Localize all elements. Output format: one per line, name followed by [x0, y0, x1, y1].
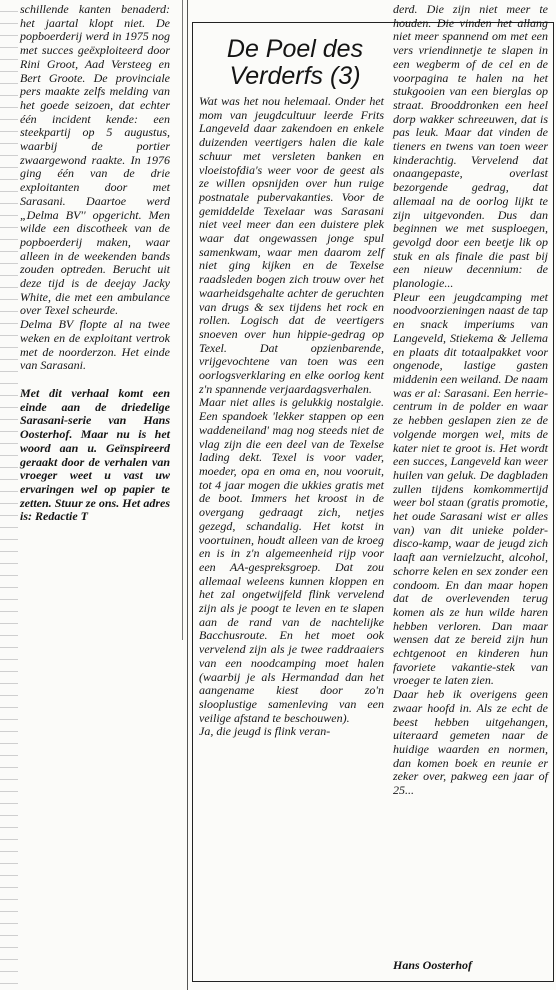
column-divider: [187, 0, 188, 990]
article-title: De Poel des Verderfs (3): [226, 35, 364, 90]
article-paragraph: Daar heb ik overigens geen zwaar hoofd in. Als ze echt de beest hebben uitgehangen, uiteraard gemeten naar de huidige waarden en normen, dan komen boek en reunie er zeker over, pakweg een jaar of 25...: [393, 687, 548, 798]
editorial-note: Met dit verhaal komt een einde aan de driedelige Sarasani-serie van Hans Oosterhof. Maar nu is het woord aan u. Geïnspireerd geraakt door de verhalen van vroeger weet u vast uw ervaringen wel op papier te zetten. Stuur ze ons. Het adres is: Redactie T: [20, 385, 170, 524]
left-paragraph-2: Delma BV flopte al na twee weken en de exploitant vertrok met de noorderzon. Het einde van Sarasani.: [20, 317, 170, 373]
article-right-column: [393, 3, 548, 798]
article-paragraph: derd. Die zijn niet meer te houden. Die vinden het allang niet meer spannend om met een vers vriendinnetje te slapen in een wegberm of de cel en de voorpagina te halen na het stukgooien van een bierglas op straat. Brooddronken een heel dorp wakker schreeuwen, dat is pas leuk. Maar dat vinden de tieners en twens van toen weer kinderachtig. Vervelend dat onaangepaste, overlast bezorgende gedrag, dat allemaal na de oorlog lijkt te zijn uitgevonden. Dus dan beginnen we met susploegen, gevolgd door een beetje lik op stuk en als finale die past bij een nieuw decennium: de planologie...: [393, 2, 548, 291]
article-paragraph: Maar niet alles is gelukkig nostalgie. Een spandoek 'lekker stappen op een waddeneiland' mag nog steeds niet de vlag zijn die een deel van de Texelse lading dekt. Texel is voor vader, moeder, opa en oma en, nou vooruit, tot 4 jaar mogen die ukkies gratis met de boot. Immers het kroost in de overgang gedraagt zich, netjes gezegd, schandalig. Het kotst in voortuinen, houdt alleen van de kroeg en is in z'n algemeenheid rijp voor een AA-gespreksgroep. Dat zou allemaal weleens kunnen kloppen en het zal ongetwijfeld flink vervelend zijn als je poogt te leven en te slapen aan de rand van de nachtelijke Bacchusroute. En het moet ook vervelend zijn als je twee raddraaiers van een noodcamping moet halen (waarbij je als Hermandad dan het aangename kiest door zo'n slooplustige samenleving van een veilige afstand te beschouwen).: [199, 395, 384, 725]
author-byline: Hans Oosterhof: [393, 958, 473, 972]
article-paragraph: Ja, die jeugd is flink veran-: [199, 724, 331, 739]
column-divider: [182, 0, 183, 640]
ruled-margin: [0, 0, 18, 990]
article-paragraph: Pleur een jeugdcamping met noodvoorzieningen naast de tap en snack imperiums van Langeveld, Stiekema & Jellema en plaats dit totaalpakket voor ongenode, lastige gasten middenin een weiland. De naam was er al: Sarasani. Een herrie-centrum in de polder en waar ze hebben geslapen zien ze de volgende morgen wel, mits de kater niet te groot is. Het wordt een succes, Langeveld kan weer huilen van geluk. De dagbladen zullen tijdens komkommertijd weer bol staan (gratis promotie, het oude Sarasani wist er alles van) van dit unieke polder-disco-kamp, waar de jeugd zich laaft aan vernielzucht, alcohol, schorre kelen en sex zonder een condoom. En dan maar hopen dat de overlevenden terug komen als ze hun wilde haren hebben verloren. Dan maar wensen dat ze bereid zijn hun echtgenoot en kinderen hun favoriete vakantie-stek van vroeger te laten zien.: [393, 289, 548, 688]
article-paragraph: Wat was het nou helemaal. Onder het mom van jeugdcultuur leerde Frits Langeveld daar zakendoen en enkele duizenden veertigers halen die kale schuur met versleten banken en vloeistofdia's weer voor de geest als ze willen opsnijden over hun ruige postnatale pubervakanties. Voor de gemiddelde Texelaar was Sarasani niet veel meer dan een duistere plek waar dat ongewassen jonge spul samenkwam, waar men daarom zelf niet ging kijken en de Texelse raadsleden bogen zich trouw over het waarheidsgehalte achter de geruchten van drugs & sex tijdens het rock en rollen. Logisch dat de veertigers snoeven over hun hippie-gedrag op Texel. Dat opzienbarende, vrijgevochtene van toen was een oorlogsverklaring en elke oorlog kent z'n spannende verjaardagsverhalen.: [199, 94, 384, 396]
left-column: [20, 3, 170, 524]
left-paragraph-1: schillende kanten benaderd: het jaartal klopt niet. De popboerderij werd in 1975 nog met succes geëxploiteerd door Rini Groot, Aad Versteeg en Bert Groote. De provinciale pers maakte zelfs melding van het goede seizoen, dat echter één incident kende: een steekpartij op 5 augustus, waarbij de portier zwaargewond raakte. In 1976 ging één van de drie exploitanten door met Sarasani. Daartoe werd „Delma BV'' opgericht. Men wilde een discotheek van de popboerderij maken, waar alleen in de weekenden bands zouden optreden. Berucht uit deze tijd is de deejay Jacky White, die met een ambulance over Texel scheurde.: [20, 2, 170, 318]
article-middle-column: [199, 95, 384, 739]
